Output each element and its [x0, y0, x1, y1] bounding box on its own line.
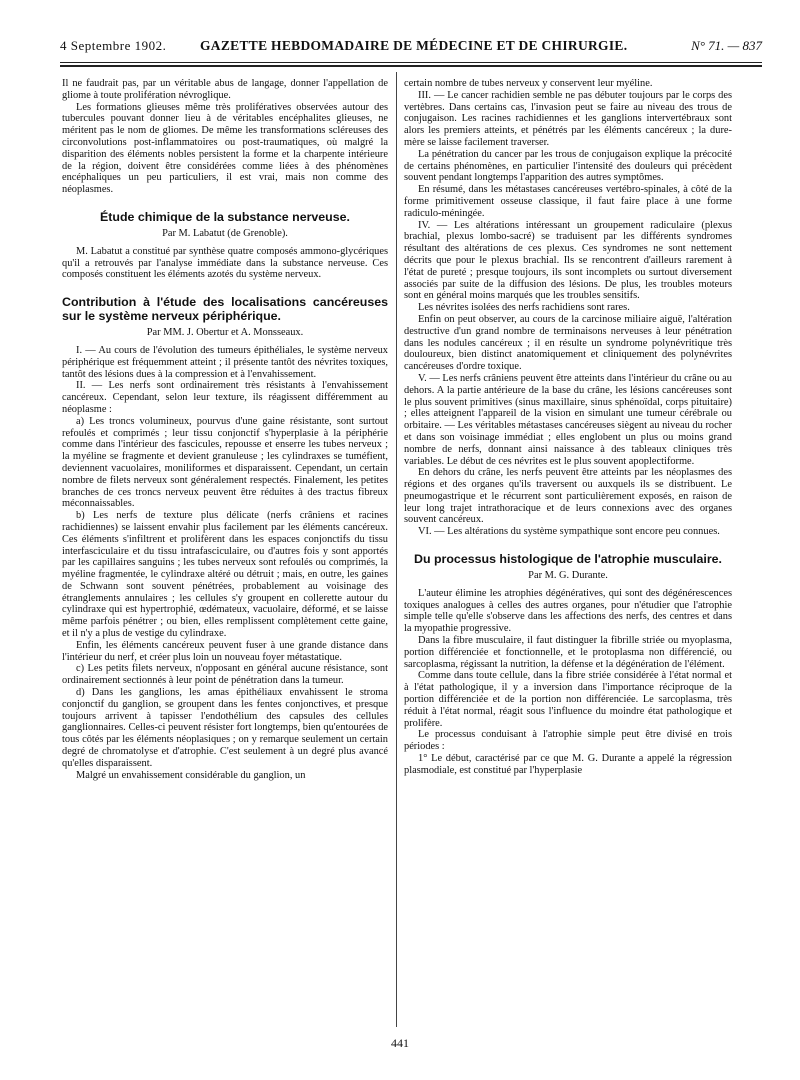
byline: Par MM. J. Obertur et A. Monsseaux. [146, 327, 304, 339]
paragraph: certain nombre de tubes nerveux y conservent leur myéline. [404, 78, 653, 89]
paragraph: Dans la fibre musculaire, il faut distinguer la fibrille striée ou myoplasma, portion différenciée et fonctionnelle, et le protoplasma non différencié, ou sarcoplasma, régissant la nutrition, la défense et la dégénération de l'élément. [404, 635, 732, 670]
paragraph: Malgré un envahissement considérable du ganglion, un [76, 769, 306, 781]
byline: Par M. Labatut (de Grenoble). [162, 227, 288, 239]
paragraph: c) Les petits filets nerveux, n'opposant en général aucune résistance, sont ordinairement sectionnés à leur point de pénétration dans la tumeur. [62, 663, 388, 687]
paragraph: Les formations glieuses même très prolifératives observées autour des tubercules pouvant donner lieu à de véritables encéphalites glieuses, ne méritent pas le nom de gliomes. De même les transformations scléreuses des circonvolutions post-inflammatoires ou post-traumatiques, où malgré la disparition des éléments nobles persistent la forme et la charpente intérieure de la région, doivent être considérées comme liées à des phénomènes encéphaliques un peu particuliers, il est vrai, mais non comme des néoplasmes. [62, 101, 388, 196]
paragraph: IV. — Les altérations intéressant un groupement radiculaire (plexus brachial, plexus lombo-sacré) se traduisent par les différents syndromes résultant des altérations de ces plexus. Ces syndromes ne sont nettement décrits que pour le plexus brachial. Ils se rencontrent d'ailleurs rarement à l'état de pureté ; presque toujours, ils sont incomplets ou surtout diversement associés par suite de la diffusion des lésions. De plus, les troubles moteurs sont en général moins marqués que les troubles sensitifs. [404, 219, 732, 302]
paragraph: a) Les troncs volumineux, pourvus d'une gaine résistante, sont surtout refoulés et comprimés ; leur tissu conjonctif s'hyperplasie à la périphérie comme dans l'intérieur des fascicules, repousse et enserre les tubes nerveux ; la myéline se fragmente et devient granuleuse ; les cylindraxes se tuméfient, deviennent vacuolaires, moniliformes et disparaissent. Cependant, un certain nombre de filets nerveux sont généralement respectés. Finalement, les petites branches de ces troncs nerveux peuvent être réduites à des tractus fibreux méconnaissables. [62, 415, 388, 510]
paragraph: Le processus conduisant à l'atrophie simple peut être divisé en trois périodes : [404, 729, 732, 753]
paragraph: Enfin, les éléments cancéreux peuvent fuser à une grande distance dans l'intérieur du nerf, et créer plus loin un nouveau foyer métastatique. [62, 639, 388, 663]
article-title-localisations: Contribution à l'étude des localisations cancéreuses sur le système nerveux périphérique. [62, 295, 388, 324]
paragraph: Il ne faudrait pas, par un véritable abus de langage, donner l'appellation de gliome à toute prolifération névroglique. [62, 78, 388, 101]
journal-title: GAZETTE HEBDOMADAIRE DE MÉDECINE ET DE CHIRURGIE. [200, 38, 628, 53]
paragraph: Les névrites isolées des nerfs rachidiens sont rares. [418, 302, 630, 314]
issue-date: 4 Septembre 1902. [60, 38, 167, 53]
issue-number: N° 71. — 837 [691, 38, 762, 53]
paragraph: La pénétration du cancer par les trous de conjugaison explique la précocité de certains phénomènes, en particulier l'intensité des douleurs qui précèdent souvent pendant longtemps l'apparition des autres symptômes. [404, 148, 732, 184]
page-header [60, 38, 762, 58]
paragraph: VI. — Les altérations du système sympathique sont encore peu connues. [418, 526, 720, 538]
paragraph: 1° Le début, caractérisé par ce que M. G. Durante a appelé la régression plasmodiale, est constitué par l'hyperplasie [404, 753, 732, 776]
paragraph: b) Les nerfs de texture plus délicate (nerfs crâniens et racines rachidiennes) se laissent envahir plus facilement par les éléments cancéreux. Ces éléments s'infiltrent et prolifèrent dans les espaces conjonctifs du tissu interfasciculaire et du tissu intrafasciculaire, ou d'autres fois y sont apportés par les capillaires sanguins ; les tubes nerveux sont refoulés ou comprimés, la myéline fragmentée, le cylindraxe altéré ou détruit ; mais, en outre, les gaines de Schwann sont souvent pénétrées, probablement au voisinage des étranglements annulaires ; les cellules s'y groupent en collerette autour du cylindraxe qui est hypertrophié, œdémateux, vacuolaire, déformé, et se laisse même parfois pénétrer ; ou bien, elles remplissent complètement cette gaine, et il n'y a plus de vestige du cylindraxe. [62, 510, 388, 640]
paragraph: Enfin on peut observer, au cours de la carcinose miliaire aiguë, l'altération destructive d'un grand nombre de terminaisons nerveuses à leur pénétration dans les nodules cancéreux ; il en résulte un syndrome polynévritique très douloureux, bien distinct anatomiquement et cliniquement des polynévrites cancéreuses d'ordre toxique. [404, 313, 732, 373]
paragraph: V. — Les nerfs crâniens peuvent être atteints dans l'intérieur du crâne ou au dehors. A la partie antérieure de la base du crâne, les lésions cancéreuses sont le plus souvent primitives (sinus maxillaire, sinus sphénoïdal, corps pituitaire) ; elles atteignent l'appareil de la vision en simulant une tumeur cérébrale ou orbitaire. — Les véritables métastases cancéreuses siègent au niveau du rocher et dans son voisinage immédiat ; elles englobent un plus ou moins grand nombre de nerfs, donnant ainsi naissance à des tableaux cliniques très variables. Le début de ces névrites est le plus souvent apoplectiforme. [404, 372, 732, 467]
header-rule-thick [60, 65, 762, 67]
article-title-atrophie: Du processus histologique de l'atrophie musculaire. [414, 552, 722, 567]
paragraph: II. — Les nerfs sont ordinairement très résistants à l'envahissement cancéreux. Cependant, selon leur texture, ils réagissent différemment au néoplasme : [62, 380, 388, 415]
article-title-chimique: Étude chimique de la substance nerveuse. [100, 209, 350, 224]
paragraph: I. — Au cours de l'évolution des tumeurs épithéliales, le système nerveux périphérique est fréquemment atteint ; il présente tantôt des névrites toxiques, tantôt des lésions dues à la compression et à l'envahissement. [62, 344, 388, 380]
paragraph: En dehors du crâne, les nerfs peuvent être atteints par les néoplasmes des régions et des organes qu'ils traversent ou auxquels ils se distribuent. Le pneumogastrique et le récurrent sont particulièrement exposés, en raison de leur long trajet intrathoracique et de leurs connexions avec des organes souvent cancéreux. [404, 467, 732, 526]
paragraph: Comme dans toute cellule, dans la fibre striée considérée à l'état normal et à l'état pathologique, il y a inversion dans l'importance réciproque de la portion différenciée et de la portion non différenciée. Le sarcoplasma, très réduit à l'état normal, réagit sous l'influence du moindre état pathologique et prolifère. [404, 670, 732, 729]
right-column [404, 78, 732, 777]
paragraph: III. — Le cancer rachidien semble ne pas débuter toujours par le corps des vertèbres. Dans certains cas, l'invasion peut se faire au niveau des trous de conjugaison. Les racines rachidiennes et les ganglions intervertébraux sont alors les premiers atteints, et pénétrés par les éléments cancéreux ; la dure-mère se laisse facilement traverser. [404, 89, 732, 148]
left-column [62, 78, 388, 781]
column-separator [396, 72, 397, 1027]
paragraph: En résumé, dans les métastases cancéreuses vertébro-spinales, à côté de la forme primitivement osseuse classique, il faut faire place à une forme radiculo-méningée. [404, 184, 732, 219]
byline: Par M. G. Durante. [528, 570, 608, 582]
header-rule-thin [60, 62, 762, 63]
page-number: 441 [391, 1036, 409, 1050]
paragraph: M. Labatut a constitué par synthèse quatre composés ammono-glycériques qu'il a retrouvés par l'analyse immédiate dans la substance nerveuse. Ces composés constituent les éléments azotés du système nerveux. [62, 245, 388, 281]
paragraph: d) Dans les ganglions, les amas épithéliaux envahissent le stroma conjonctif du ganglion, se groupent dans les fentes conjonctives, et presque toujours arrivent à tapisser l'endothélium des capsules des cellules ganglionnaires. Celles-ci peuvent résister fort longtemps, bien qu'entourées de tous côtés par les éléments néoplasiques ; on y remarque seulement un certain degré de chromatolyse et d'atrophie. C'est seulement à un degré plus avancé qu'elles disparaissent. [62, 687, 388, 769]
paragraph: L'auteur élimine les atrophies dégénératives, qui sont des dégénérescences toxiques analogues à celles des autres organes, pour n'étudier que l'atrophie simple telle qu'elle s'observe dans les affections des nerfs, des centres et dans la myopathie progressive. [404, 587, 732, 635]
